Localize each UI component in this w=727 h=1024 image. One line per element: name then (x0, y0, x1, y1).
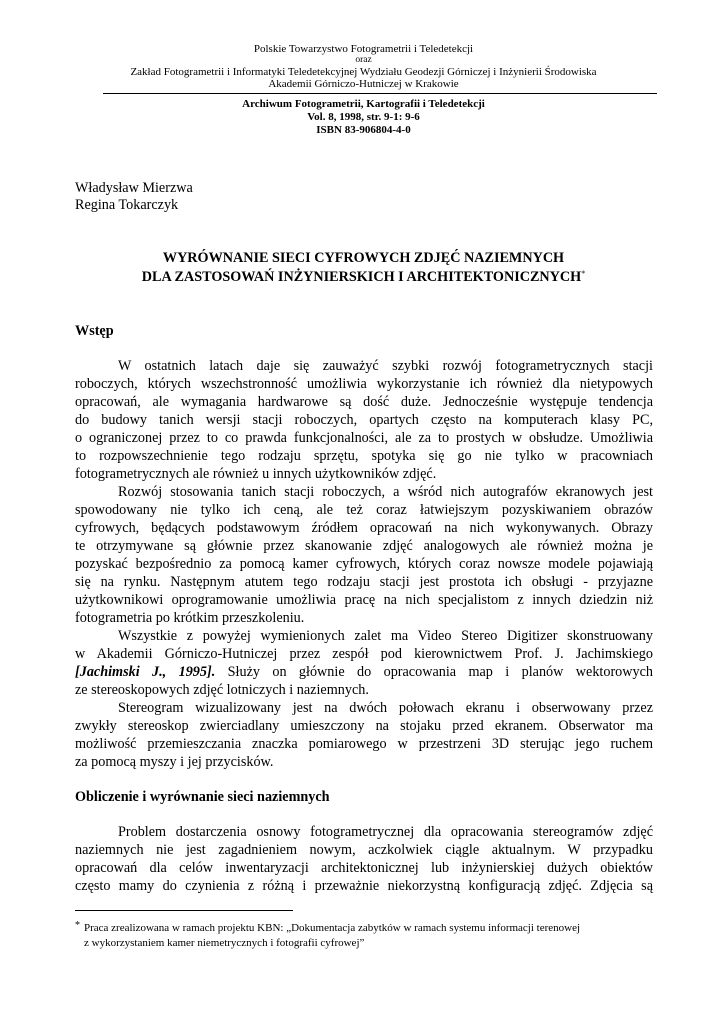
paragraph-line: to rozpowszechnienie tego rodzaju sprzętu, spotyka się go nie tylko w pracowniach (75, 448, 653, 464)
paragraph-line: o ograniczonej przez to co prawda funkcjonalności, ale za to prostych w obsłudze. Umożliwia (75, 430, 653, 446)
header-department-line: Zakład Fotogrametrii i Informatyki Teledetekcyjnej Wydziału Geodezji Górniczej i Inżynierii Środowiska (130, 66, 597, 78)
paper-title-line (60, 268, 667, 286)
paragraph-line: opracowań, ale wymagania hardwarowe są dość duże. Jednocześnie występuje tendencja (75, 394, 653, 410)
footnote-line: z wykorzystaniem kamer niemetrycznych i fotografii cyfrowej” (84, 937, 365, 949)
paragraph-line: fotogrametria po krótkim przeszkoleniu. (75, 610, 305, 626)
paragraph-line: do budowy tanich wersji stacji roboczych, opartych często na komputerach klasy PC, (75, 412, 653, 428)
paragraph-line (75, 663, 653, 681)
footnote-text: Praca zrealizowana w ramach projektu KBN: „Dokumentacja zabytków w ramach systemu informacji terenowej (84, 922, 581, 934)
paragraph-line: za pomocą myszy i jej przycisków. (75, 754, 274, 770)
footnote-divider (75, 910, 293, 911)
paragraph-line: opracowań dla celów inwentaryzacji architektonicznej lub inżynierskiej dużych obiektów (75, 860, 653, 876)
paragraph-line: Wszystkie z powyżej wymienionych zalet ma Video Stereo Digitizer skonstruowany (118, 628, 653, 644)
paragraph-line: często mamy do czynienia z różną i przeważnie niekorzystną konfiguracją zdjęć. Zdjęcia są (75, 878, 653, 894)
paragraph-line: użytkownikowi oprogramowanie umożliwia pracę na nich specjalistom z innych dziedzin niż (75, 592, 653, 608)
author-name: Władysław Mierzwa (75, 180, 193, 196)
paragraph-line: możliwość przemieszczania znaczka pomiarowego w przestrzeni 3D sterując jego ruchem (75, 736, 653, 752)
citation-reference: [Jachimski J., 1995]. (75, 664, 216, 680)
paragraph-line: ze stereoskopowych zdjęć lotniczych i naziemnych. (75, 682, 369, 698)
header-divider (103, 93, 657, 94)
footnote-line (75, 921, 580, 936)
section-heading-intro: Wstęp (75, 323, 114, 339)
paragraph-line: zwykły stereoskop zwierciadlany umieszczony na stojaku przed ekranem. Obserwator ma (75, 718, 653, 734)
footnote-mark: * (75, 920, 80, 931)
title-footnote-mark: * (581, 269, 586, 278)
paragraph-text: Służy on głównie do opracowania map i planów wektorowych (215, 664, 653, 680)
header-conjunction: oraz (355, 55, 372, 65)
paragraph-line: cyfrowych, będących podstawowym źródłem opracowań na nich wykonywanych. Obrazy (75, 520, 653, 536)
paragraph-line: się na rynku. Następnym atutem tego rodzaju stacji jest prostota ich obsługi - przyjazne (75, 574, 653, 590)
paragraph-line: spowodowany nie tylko ich ceną, ale też coraz łatwiejszym pozyskiwaniem obrazów (75, 502, 653, 518)
paragraph-line: pozyskać bezpośrednio za pomocą kamer cyfrowych, których coraz nowsze modele pojawiają (75, 556, 653, 572)
paragraph-line: W ostatnich latach daje się zauważyć szybki rozwój fotogrametrycznych stacji (118, 358, 653, 374)
author-name: Regina Tokarczyk (75, 197, 179, 213)
header-university-line: Akademii Górniczo-Hutniczej w Krakowie (268, 78, 459, 90)
paragraph-line: naziemnych nie jest zagadnieniem nowym, aczkolwiek ciągle aktualnym. W przypadku (75, 842, 653, 858)
paper-title-text: DLA ZASTOSOWAŃ INŻYNIERSKICH I ARCHITEKTONICZNYCH (141, 269, 582, 285)
paragraph-line: Problem dostarczenia osnowy fotogrametrycznej dla opracowania stereogramów zdjęć (118, 824, 653, 840)
paragraph-line: roboczych, których wszechstronność umożliwia wykorzystanie ich również dla nietypowych (75, 376, 653, 392)
paper-title-line: WYRÓWNANIE SIECI CYFROWYCH ZDJĘĆ NAZIEMNYCH (162, 250, 565, 266)
section-heading-calculation: Obliczenie i wyrównanie sieci naziemnych (75, 789, 330, 805)
header-organization-line: Polskie Towarzystwo Fotogrametrii i Teledetekcji (253, 43, 474, 55)
paragraph-line: te otrzymywane są głównie przez skanowanie zdjęć analogowych ale również można je (75, 538, 653, 554)
archive-title: Archiwum Fotogrametrii, Kartografii i Teledetekcji (242, 98, 485, 110)
paragraph-line: Rozwój stosowania tanich stacji roboczych, a wśród nich autografów ekranowych jest (118, 484, 653, 500)
archive-volume: Vol. 8, 1998, str. 9-1: 9-6 (307, 111, 420, 123)
archive-isbn: ISBN 83-906804-4-0 (316, 124, 411, 136)
paragraph-line: fotogrametrycznych ale również u innych użytkowników zdjęć. (75, 466, 437, 482)
paragraph-line: Stereogram wizualizowany jest na dwóch połowach ekranu i obserwowany przez (118, 700, 653, 716)
paragraph-line: w Akademii Górniczo-Hutniczej przez zespół pod kierownictwem Prof. J. Jachimskiego (75, 646, 653, 662)
